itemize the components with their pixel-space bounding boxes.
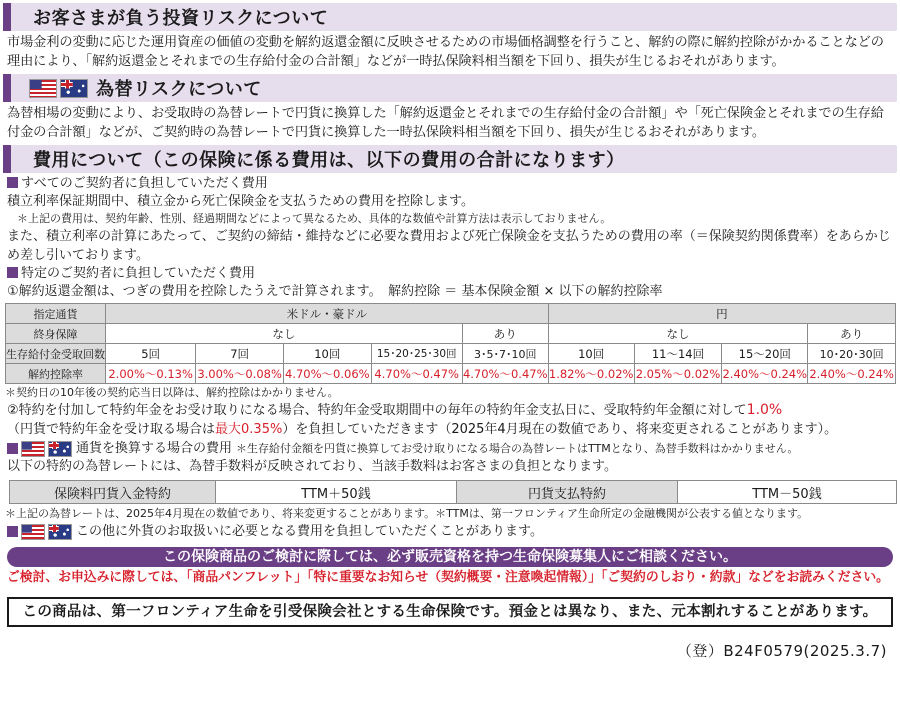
section-title: 為替リスクについて: [96, 79, 262, 100]
fee-specific-heading: 特定のご契約者に負担していただく費用: [3, 265, 897, 283]
fx-rate-value: TTM＋50銭: [216, 481, 457, 504]
section-title: お客さまが負う投資リスクについて: [33, 8, 329, 29]
registration-number: （登）B24F0579(2025.3.7): [676, 642, 887, 660]
investment-risk-text: 市場金利の変動に応じた運用資産の価値の変動を解約返還金額に反映させるための市場価格調整を行うこと、解約の際に解約控除がかかることなどの理由により、「解約返還金とそれまでの生存給付金の合計額」などが一時払保険料相当額を下回り、損失が生じるおそれがあります。: [7, 35, 884, 69]
currency-flags: [29, 79, 88, 98]
au-flag-icon: [48, 524, 72, 540]
fee-all-line2: また、積立利率の計算にあたって、ご契約の締結・維持などに必要な費用および死亡保険金を支払うための費用の率（＝保険契約関係費率）をあらかじめ差し引いております。: [7, 229, 891, 263]
currency-flags: [21, 524, 72, 540]
fee-all-heading: すべてのご契約者に負担していただく費用: [3, 175, 897, 193]
other-fee-line: この他に外貨のお取扱いに必要となる費用を負担していただくことがあります。: [3, 522, 897, 541]
section-header-investment-risk: [3, 3, 897, 31]
row-label-rate: 解約控除率: [6, 364, 106, 384]
count-cell: 15･20･25･30回: [371, 344, 462, 364]
lifetime-yes-jpy: あり: [808, 324, 896, 344]
count-cell: 7回: [196, 344, 284, 364]
surrender-charge-table: [5, 303, 896, 384]
count-cell: 10回: [283, 344, 371, 364]
fx-fee-line: 以下の特約の為替レートには、為替手数料が反映されており、当該手数料はお客さまの負担となります。: [7, 459, 617, 474]
fx-risk-text: 為替相場の変動により、お受取時の為替レートで円貨に換算した「解約返還金とそれまでの生存給付金の合計額」や「死亡保険金とそれまでの生存給付金の合計額」などが、ご契約時の為替レートで円貨に換算した一時払保険料相当額を下回り、損失が生じるおそれがあります。: [7, 106, 884, 140]
count-cell: 10回: [548, 344, 634, 364]
fee-item1: ①解約返還金額は、つぎの費用を控除したうえで計算されます。 解約控除 ＝ 基本保険金額 × 以下の解約控除率: [7, 284, 663, 299]
rate-cell: 4.70%～0.47%: [462, 364, 548, 384]
section-title: 費用について（この保険に係る費用は、以下の費用の合計になります）: [33, 150, 625, 171]
rate-cell: 2.00%～0.13%: [106, 364, 196, 384]
count-cell: 15～20回: [722, 344, 808, 364]
section-header-fees: [3, 145, 897, 173]
fee-all-note: ＊上記の費用は、契約年齢、性別、経過期間などによって異なるため、具体的な数値や計算方法は表示しておりません。: [17, 212, 612, 225]
count-cell: 10･20･30回: [808, 344, 896, 364]
square-bullet-icon: [7, 443, 18, 454]
au-flag-icon: [60, 79, 88, 98]
rate-cell: 4.70%～0.47%: [371, 364, 462, 384]
consult-banner: この保険商品のご検討に際しては、必ず販売資格を持つ生命保険募集人にご相談ください。: [7, 547, 893, 567]
count-cell: 3･5･7･10回: [462, 344, 548, 364]
rate-cell: 2.05%～0.02%: [634, 364, 722, 384]
fx-rate-table: [9, 480, 897, 504]
fx-rider-yen-payment: 円貨支払特約: [457, 481, 678, 504]
row-label-count: 生存給付金受取回数: [6, 344, 106, 364]
square-bullet-icon: [7, 267, 18, 278]
fx-rider-yen-premium: 保険料円貨入金特約: [10, 481, 216, 504]
lifetime-none-jpy: なし: [548, 324, 808, 344]
rate-cell: 1.82%～0.02%: [548, 364, 634, 384]
fx-table-note: ＊上記の為替レートは、2025年4月現在の数値であり、将来変更することがあります。＊TTMは、第一フロンティア生命所定の金融機関が公表する値となります。: [5, 507, 809, 520]
row-label-lifetime: 終身保障: [6, 324, 106, 344]
lifetime-yes-foreign: あり: [462, 324, 548, 344]
table-note: ＊契約日の10年後の契約応当日以降は、解約控除はかかりません。: [5, 386, 339, 399]
count-cell: 5回: [106, 344, 196, 364]
currency-flags: [21, 441, 72, 457]
currency-usd-aud: 米ドル・豪ドル: [106, 304, 549, 324]
rate-cell: 3.00%～0.08%: [196, 364, 284, 384]
fee-all-line1: 積立利率保証期間中、積立金から死亡保険金を支払うための費用を控除します。: [7, 194, 474, 209]
lifetime-none-foreign: なし: [106, 324, 463, 344]
us-flag-icon: [29, 79, 57, 98]
square-bullet-icon: [7, 526, 18, 537]
row-label-currency: 指定通貨: [6, 304, 106, 324]
rate-cell: 2.40%～0.24%: [808, 364, 896, 384]
us-flag-icon: [21, 524, 45, 540]
currency-jpy: 円: [548, 304, 895, 324]
section-header-fx-risk: [3, 74, 897, 102]
product-disclaimer-box: この商品は、第一フロンティア生命を引受保険会社とする生命保険です。預金とは異なり、また、元本割れすることがあります。: [7, 597, 893, 627]
count-cell: 11～14回: [634, 344, 722, 364]
rate-cell: 4.70%～0.06%: [283, 364, 371, 384]
fx-fee-heading: 通貨を換算する場合の費用 ＊生存給付金額を円貨に換算してお受け取りになる場合の為替レートはTTMとなり、為替手数料はかかりません。: [3, 439, 897, 458]
fx-rate-value: TTM－50銭: [678, 481, 897, 504]
rate-cell: 2.40%～0.24%: [722, 364, 808, 384]
au-flag-icon: [48, 441, 72, 457]
square-bullet-icon: [7, 177, 18, 188]
us-flag-icon: [21, 441, 45, 457]
fee-item2: ②特約を付加して特約年金をお受け取りになる場合、特約年金受取期間中の毎年の特約年金支払日に、受取特約年金額に対して1.0% （円貨で特約年金を受け取る場合は最大0.35%）を負担していただきます（2025年4月現在の数値であり、将来変更されることがあります）。: [7, 402, 838, 437]
read-documents-warning: ご検討、お申込みに際しては、「商品パンフレット」「特に重要なお知らせ（契約概要・注意喚起情報）」「ご契約のしおり・約款」などをお読みください。: [7, 570, 889, 585]
